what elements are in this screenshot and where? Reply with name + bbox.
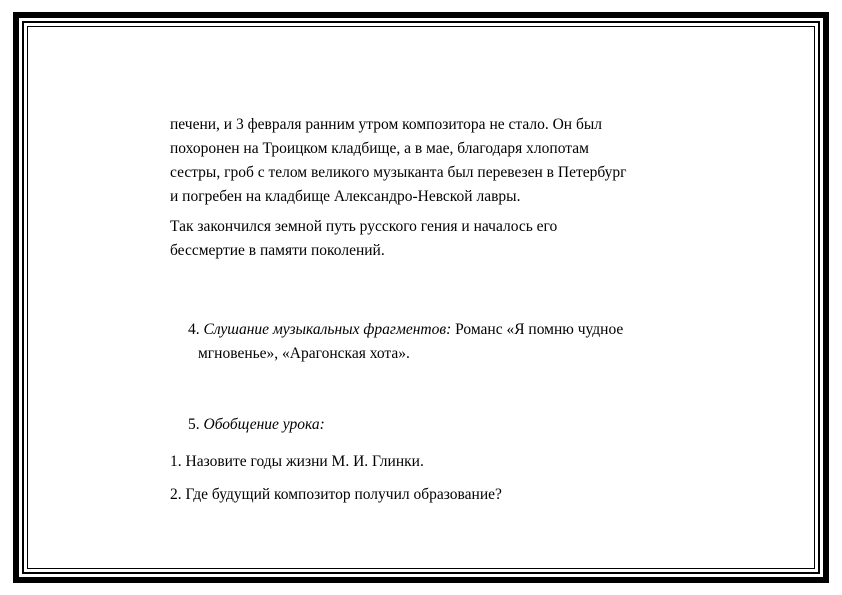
paragraph-death-and-burial bbox=[170, 113, 730, 209]
main-text bbox=[170, 113, 730, 263]
item-text-continued: мгновенье», «Арагонская хота». bbox=[198, 345, 410, 362]
list-item-summary bbox=[188, 413, 325, 437]
item-text: Романс «Я помню чудное bbox=[455, 321, 624, 338]
item-title: Слушание музыкальных фрагментов: bbox=[203, 321, 452, 338]
text-line: бессмертие в памяти поколений. bbox=[170, 242, 385, 259]
list-item-listening bbox=[188, 318, 623, 366]
text-line: сестры, гроб с телом великого музыканта был перевезен в Петербург bbox=[170, 164, 627, 181]
question-1: 1. Назовите годы жизни М. И. Глинки. bbox=[170, 453, 424, 470]
text-line: Так закончился земной путь русского гения и началось его bbox=[170, 218, 558, 235]
paragraph-immortality bbox=[170, 215, 730, 263]
item-number: 5. bbox=[188, 416, 200, 433]
text-line: и погребен на кладбище Александро-Невской лавры. bbox=[170, 188, 521, 205]
item-number: 4. bbox=[188, 321, 200, 338]
question-2: 2. Где будущий композитор получил образование? bbox=[170, 486, 502, 503]
text-line: печени, и 3 февраля ранним утром композитора не стало. Он был bbox=[170, 116, 602, 133]
text-line: похоронен на Троицком кладбище, а в мае, благодаря хлопотам bbox=[170, 140, 589, 157]
item-title: Обобщение урока: bbox=[203, 416, 325, 433]
